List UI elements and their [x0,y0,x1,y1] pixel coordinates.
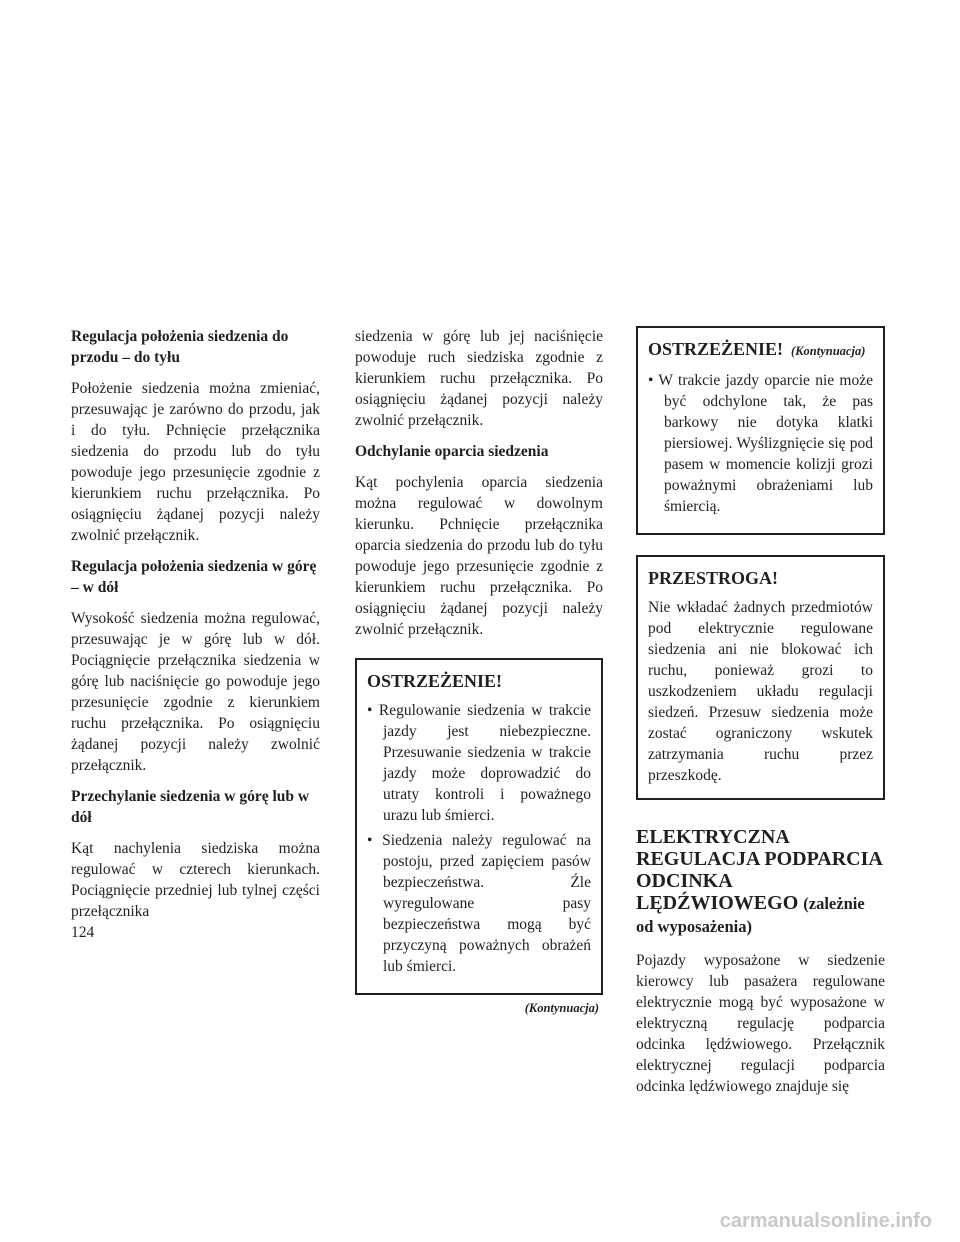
continued-note: (Kontynuacja) [524,1001,599,1015]
paragraph-tilt-continued: siedzenia w górę lub jej naciśnięcie powoduje ruch siedziska zgodnie z kierunkiem ruchu przełącznika. Po osiągnięciu żądanej pozycji należy zwolnić przełącznik. [355,328,603,429]
warning-list [367,700,591,977]
heading-fore-aft: Regulacja położenia siedzenia do przodu – do tyłu [71,328,289,366]
watermark: carmanualsonline.info [719,1210,932,1232]
caution-title: PRZESTROGA! [648,568,779,588]
paragraph-tilt: Kąt nachylenia siedziska można regulować w czterech kierunkach. Pociągnięcie przedniej lub tylnej części przełącznika [71,840,320,920]
section-title [636,826,885,938]
column-right [636,326,885,1107]
paragraph-fore-aft: Położenie siedzenia można zmieniać, przesuwając je zarówno do przodu, jak i do tyłu. Pchnięcie przełącznika siedzenia do przodu lub do tyłu powoduje jego przesunięcie zgodnie z kierunkiem ruchu przełącznika. Po osiągnięciu żądanej pozycji należy zwolnić przełącznik. [71,380,320,544]
section-title-main: ELEKTRYCZNA REGULACJA PODPARCIA ODCINKA LĘDŹWIOWEGO [636,826,882,914]
caution-box [636,555,885,800]
warning-continued-box [636,326,885,535]
paragraph-recline: Kąt pochylenia oparcia siedzenia można regulować w dowolnym kierunku. Pchnięcie przełącznika oparcia siedzenia do przodu lub do tyłu powoduje jego przesunięcie zgodnie z kierunkiem ruchu przełącznika. Po osiągnięciu żądanej pozycji należy zwolnić przełącznik. [355,474,603,638]
warning-box [355,658,603,995]
list-item: • W trakcie jazdy oparcie nie może być odchylone tak, że pas barkowy nie dotyka klatki piersiowej. Wyślizgnięcie się pod pasem w momencie kolizji grozi poważnymi obrażeniami lub śmiercią. [648,372,873,515]
paragraph-lumbar: Pojazdy wyposażone w siedzenie kierowcy lub pasażera regulowane elektrycznie mogą być wyposażone w elektryczną regulację podparcia odcinka lędźwiowego. Przełącznik elektrycznej regulacji podparcia odcinka lędźwiowego znajduje się [636,952,885,1095]
heading-tilt: Przechylanie siedzenia w górę lub w dół [71,788,310,826]
warning-list [648,370,873,517]
section-title-sub: (zależnie od wyposażenia) [636,894,865,936]
warning-title: OSTRZEŻENIE! [648,339,784,359]
continued-label: (Kontynuacja) [791,344,866,358]
column-middle [355,326,603,1016]
list-item: • Regulowanie siedzenia w trakcie jazdy jest niebezpieczne. Przesuwanie siedzenia w trakcie jazdy może doprowadzić do utraty kontroli i poważnego urazu lub śmierci. [367,702,591,824]
heading-recline: Odchylanie oparcia siedzenia [355,443,549,460]
warning-title: OSTRZEŻENIE! [367,671,503,691]
list-item: • Siedzenia należy regulować na postoju, przed zapięciem pasów bezpieczeństwa. Źle wyregulowane pasy bezpieczeństwa mogą być przyczyną poważnych obrażeń lub śmierci. [367,832,591,975]
paragraph-up-down: Wysokość siedzenia można regulować, przesuwając je w górę lub w dół. Pociągnięcie przełącznika siedzenia w górę lub naciśnięcie go powoduje jego przesunięcie zgodnie z kierunkiem ruchu przełącznika. Po osiągnięciu żądanej pozycji należy zwolnić przełącznik. [71,610,320,774]
caution-text: Nie wkładać żadnych przedmiotów pod elektrycznie regulowane siedzenia ani nie blokować ich ruchu, ponieważ grozi to uszkodzeniem układu regulacji siedzeń. Przesuw siedzenia może zostać ograniczony wskutek zatrzymania ruchu przez przeszkodę. [648,599,873,784]
warning-continued-title [648,338,873,362]
column-left [71,326,320,932]
page-number: 124 [71,924,95,941]
heading-up-down: Regulacja położenia siedzenia w górę – w dół [71,558,317,596]
